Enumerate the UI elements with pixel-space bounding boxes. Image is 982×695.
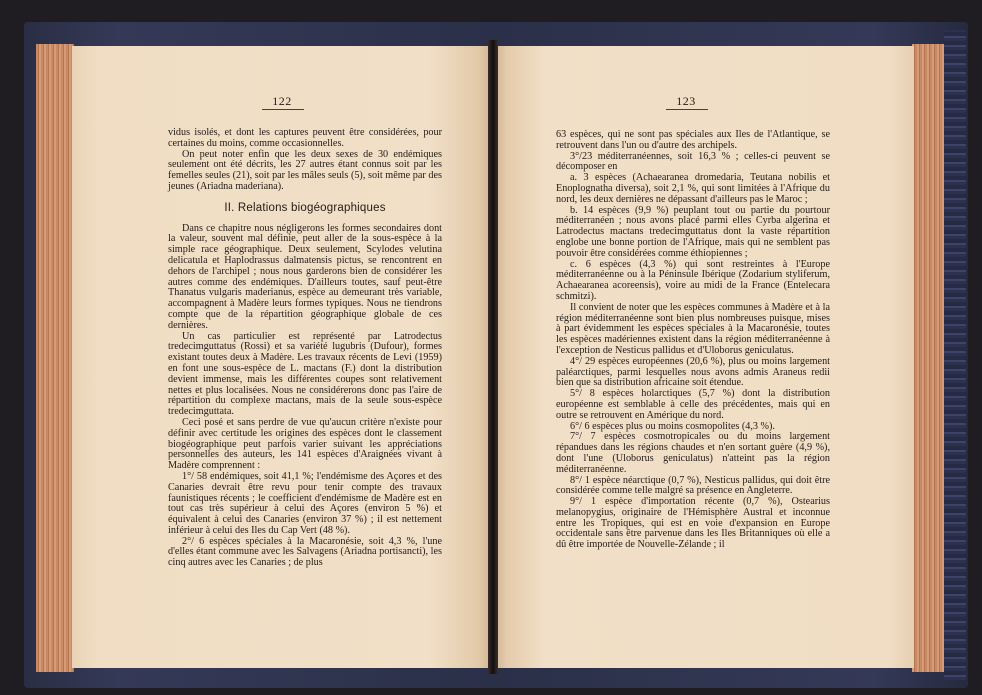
cover-edge — [944, 30, 966, 680]
section-heading: II. Relations biogéographiques — [224, 201, 386, 214]
right-page-text — [556, 130, 830, 551]
page-edges-right — [912, 44, 944, 672]
book-gutter — [488, 40, 498, 674]
paragraph: On peut noter enfin que les deux sexes de 30 endémiques seulement ont été décrits, les 27 autres étant connus soit par les femelles seules (21), soit par les mâles seuls (5), soit même par des jeunes (Ariadna maderiana). — [168, 148, 442, 192]
paragraph: 63 espèces, qui ne sont pas spéciales aux Iles de l'Atlantique, se retrouvent dans l'un ou d'autre des archipels. — [556, 129, 830, 151]
page-number-rule — [666, 109, 708, 110]
paragraph: Il convient de noter que les espèces communes à Madère et à la région méditerranéenne sont bien plus nombreuses puisque, mises à part évidemment les espèces spéciales à la Macaronésie, toutes les espèces madériennes existent dans la région méditerranéenne à l'exception de Nesticus pallidus et d'Uloborus geniculatus. — [556, 301, 830, 356]
paragraph: 1°/ 58 endémiques, soit 41,1 %; l'endémisme des Açores et des Canaries devrait être revu pour tenir compte des travaux faunistiques récents ; le coefficient d'endémisme de Madère est en tout cas très supérieur à celui des Açores (environ 5 %) et équivalent à celui des Canaries (environ 37 %) ; il est nettement inférieur à celui des Iles du Cap Vert (48 %). — [168, 470, 442, 536]
paragraph: 4°/ 29 espèces européennes (20,6 %), plus ou moins largement paléarctiques, parmi lesquelles nous avons admis Araneus redii bien que sa distribution africaine soit étendue. — [556, 355, 830, 389]
paragraph: Dans ce chapitre nous négligerons les formes secondaires dont la valeur, souvent mal définie, peut aller de la sous-espèce à la simple race géographique. Deux seulement, Scylodes velutina delicatula et Haplodrassus dalmatensis pictus, se rencontrent en dehors de l'archipel ; nous nous garderons bien de considérer les autres comme des endémiques. D'ailleurs toutes, sauf peut-être Thanatus vulgaris maderianus, espèce au demeurant très variable, accompagnent à Madère leurs formes typiques. Nous ne tiendrons compte que de la répartition géographique globale de ces dernières. — [168, 222, 442, 331]
page-number-rule — [262, 109, 304, 110]
paragraph: 9°/ 1 espèce d'importation récente (0,7 %), Ostearius melanopygius, originaire de l'Hémisphère Austral et inconnue entre les Tropiques, qui est en voie d'expansion en Europe occidentale sans être parvenue dans les Iles Britanniques où elle a dû être importée de Nouvelle-Zélande ; il — [556, 496, 830, 551]
left-page-text — [168, 128, 442, 569]
paragraph: 2°/ 6 espèces spéciales à la Macaronésie, soit 4,3 %, l'une d'elles étant commune avec les Salvagens (Ariadna portisancti), les cinq autres avec les Canaries ; de plus — [168, 535, 442, 569]
paragraph: vidus isolés, et dont les captures peuvent être considérées, pour certaines du moins, comme occasionnelles. — [168, 127, 442, 149]
paragraph: 8°/ 1 espèce néarctique (0,7 %), Nesticus pallidus, qui doit être considérée comme telle malgré sa présence en Angleterre. — [556, 474, 830, 497]
paragraph: c. 6 espèces (4,3 %) qui sont restreintes à l'Europe méditerranéenne ou à la Péninsule Ibérique (Zodarium styliferum, Achaearanea acoreensis), voire au midi de la France (Entelecara schmitzi). — [556, 258, 830, 302]
paragraph: 6°/ 6 espèces plus ou moins cosmopolites (4,3 %). — [570, 420, 775, 432]
right-page — [494, 46, 914, 668]
paragraph: a. 3 espèces (Achaearanea dromedaria, Teutana nobilis et Enoplognatha diversa), soit 2,1 %, qui sont limitées à l'Afrique du nord, les deux dernières ne dépassant d'ailleurs pas le Maroc ; — [556, 172, 830, 205]
left-page — [72, 46, 492, 668]
page-number: 123 — [676, 94, 696, 108]
page-edges-left — [36, 44, 74, 672]
paragraph: b. 14 espèces (9,9 %) peuplant tout ou partie du pourtour méditerranéen ; nous avons placé parmi elles Cyrba algerina et Latrodectus mactans tredecimguttatus dont la vaste répartition englobe une bonne portion de l'Afrique, mais qui ne semblent pas pouvoir être considérées comme éthiopiennes ; — [556, 204, 830, 259]
paragraph: 5°/ 8 espèces holarctiques (5,7 %) dont la distribution européenne est semblable à celle des précédentes, mais qui en outre se retrouvent en Amérique du nord. — [556, 388, 830, 421]
paragraph: 7°/ 7 espèces cosmotropicales ou du moins largement répandues dans les régions chaudes et n'en sortant guère (4,9 %), dont l'une (Uloborus geniculatus) n'atteint pas la région méditerranéenne. — [556, 431, 830, 475]
page-number: 122 — [272, 94, 292, 108]
paragraph: Ceci posé et sans perdre de vue qu'aucun critère n'existe pour définir avec certitude les origines des espèces dont le classement biogéographique peut parfois varier suivant les appréciations personnelles des auteurs, les 141 espèces d'Araignées vivant à Madère comprennent : — [168, 416, 442, 472]
paragraph: Un cas particulier est représenté par Latrodectus tredecimguttatus (Rossi) et sa variété lugubris (Dufour), formes existant toutes deux à Madère. Les travaux récents de Levi (1959) en font une sous-espèce de L. mactans (F.) dont la distribution devient immense, mais les différentes coupes sont relativement nettes et plus localisées. Nous ne considérerons donc pas l'aire de répartition du complexe mactans, mais de la seule sous-espèce tredecimguttata. — [168, 330, 442, 418]
paragraph: 3°/23 méditerranéennes, soit 16,3 % ; celles-ci peuvent se décomposer en — [556, 150, 830, 173]
